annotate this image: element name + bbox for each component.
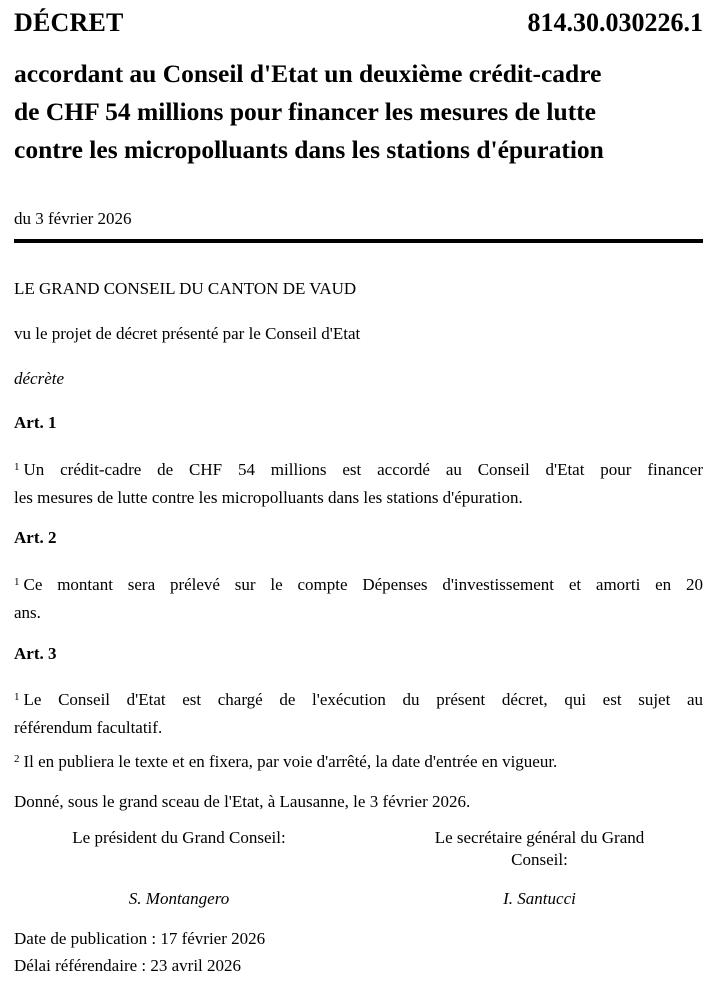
considering-clause: vu le projet de décret présenté par le Conseil d'Etat	[14, 324, 361, 343]
paragraph-line	[14, 568, 703, 599]
article-heading: Art. 2	[14, 528, 57, 547]
paragraph-text: Le Conseil d'Etat est chargé de l'exécution du présent décret, qui est sujet au	[23, 690, 703, 709]
signatory-title-line: Le secrétaire général du Grand	[434, 828, 645, 847]
paragraph-text: Il en publiera le texte et en fixera, par voie d'arrêté, la date d'entrée en vigueur.	[23, 752, 558, 771]
decree-date: du 3 février 2026	[14, 209, 132, 228]
given-clause: Donné, sous le grand sceau de l'Etat, à Lausanne, le 3 février 2026.	[14, 792, 471, 811]
document-number: 814.30.030226.1	[527, 8, 703, 37]
paragraph-number: 2	[14, 753, 20, 765]
title-line: de CHF 54 millions pour financer les mesures de lutte	[14, 97, 597, 126]
paragraph-line: ans.	[14, 603, 41, 622]
article-heading: Art. 1	[14, 413, 57, 432]
paragraph-text: Un crédit-cadre de CHF 54 millions est accordé au Conseil d'Etat pour financer	[23, 460, 703, 479]
signatory-title-right	[376, 827, 703, 871]
signatory-name-left: S. Montangero	[128, 889, 230, 908]
article-paragraph	[14, 568, 703, 627]
document-header	[14, 8, 703, 40]
paragraph-line	[14, 453, 703, 484]
title-line: accordant au Conseil d'Etat un deuxième crédit-cadre	[14, 59, 602, 88]
article-paragraph	[14, 453, 703, 512]
title-line: contre les micropolluants dans les stations d'épuration	[14, 135, 604, 164]
referendum-deadline: Délai référendaire : 23 avril 2026	[14, 956, 242, 975]
paragraph-line	[14, 745, 703, 776]
signatory-name-right: I. Santucci	[503, 889, 576, 908]
signatory-title-left: Le président du Grand Conseil:	[72, 828, 286, 847]
signatory-title-line: Conseil:	[511, 850, 568, 869]
decree-title	[14, 55, 703, 169]
issuing-authority: LE GRAND CONSEIL DU CANTON DE VAUD	[14, 279, 357, 298]
paragraph-number: 1	[14, 691, 20, 703]
paragraph-line	[14, 683, 703, 714]
paragraph-number: 1	[14, 576, 20, 588]
paragraph-line: référendum facultatif.	[14, 718, 163, 737]
enacting-clause: décrète	[14, 369, 65, 388]
paragraph-number: 1	[14, 461, 20, 473]
paragraph-line: les mesures de lutte contre les micropolluants dans les stations d'épuration.	[14, 488, 523, 507]
document-type: DÉCRET	[14, 8, 124, 37]
publication-date: Date de publication : 17 février 2026	[14, 929, 266, 948]
article-paragraph	[14, 683, 703, 742]
section-divider	[14, 239, 703, 243]
article-heading: Art. 3	[14, 644, 57, 663]
paragraph-text: Ce montant sera prélevé sur le compte Dépenses d'investissement et amorti en 20	[23, 575, 703, 594]
article-paragraph	[14, 745, 703, 776]
